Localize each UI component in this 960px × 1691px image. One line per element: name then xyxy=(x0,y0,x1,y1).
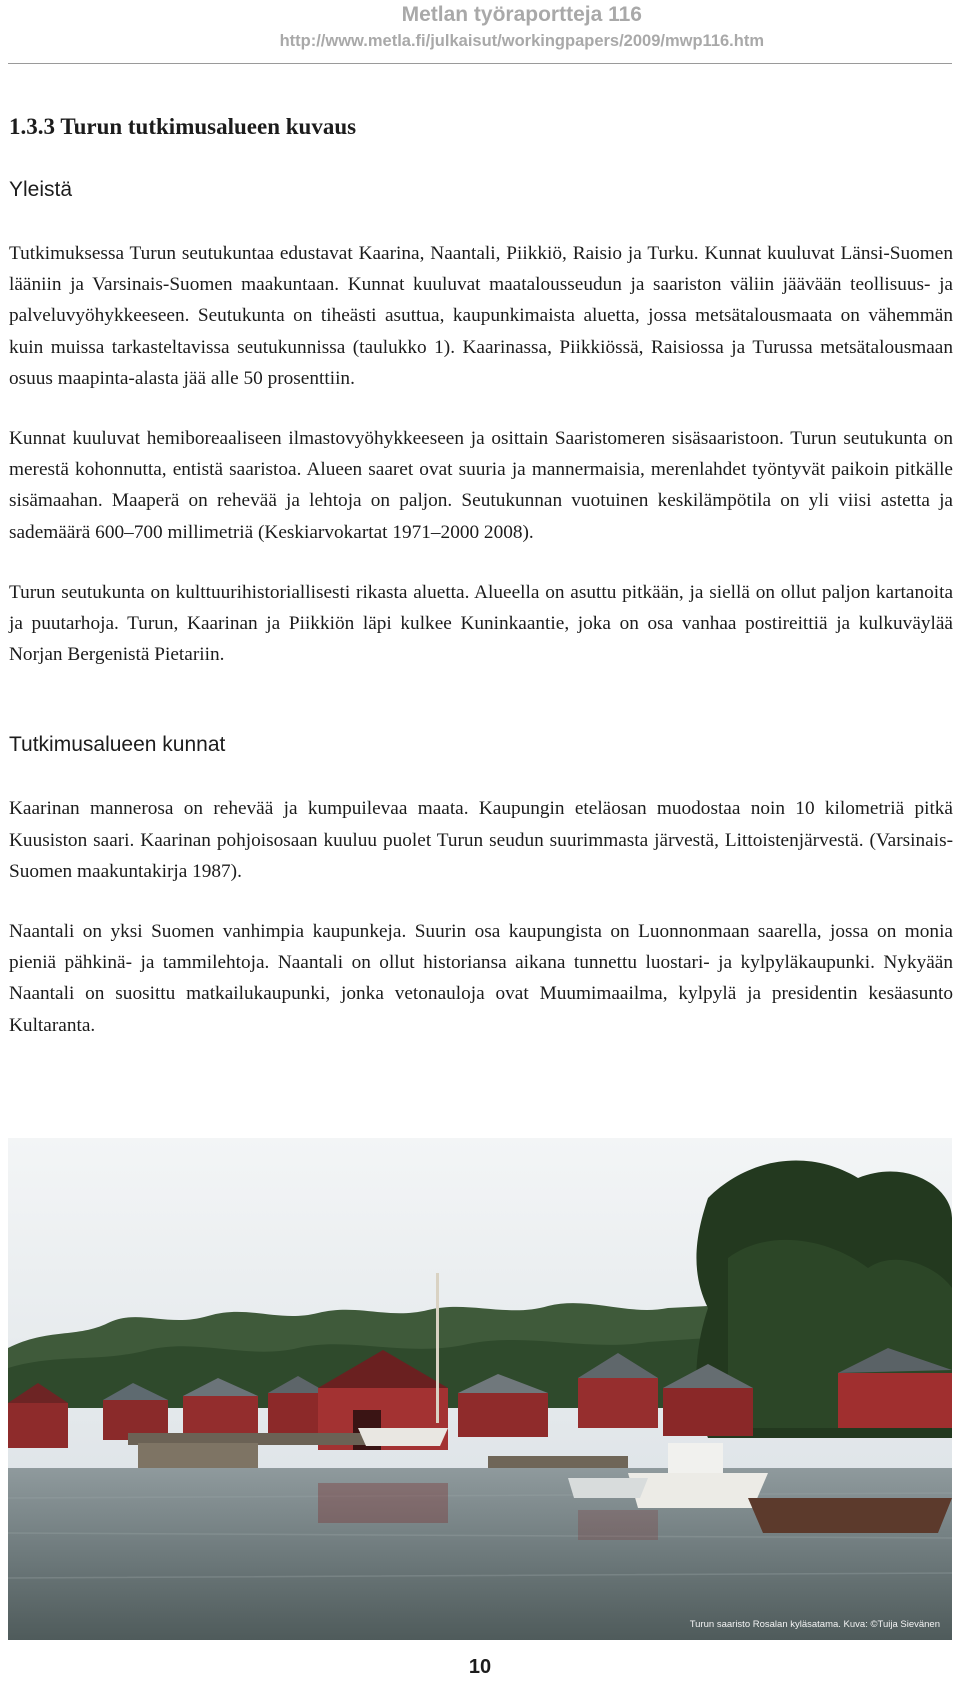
subheading-municipalities: Tutkimusalueen kunnat xyxy=(9,733,226,757)
page-header xyxy=(280,2,764,52)
paragraph: Kaarinan mannerosa on rehevää ja kumpuilevaa maata. Kaupungin eteläosan muodostaa noin 10 kilometriä pitkä Kuusiston saari. Kaarinan pohjoisosaan kuuluu puolet Turun seudun suurimmasta järvestä, Littoistenjärvestä. (Varsinais-Suomen maakuntakirja 1987). xyxy=(9,798,953,882)
paragraph: Naantali on yksi Suomen vanhimpia kaupunkeja. Suurin osa kaupungista on Luonnonmaan saarella, jossa on monia pieniä pähkinä- ja tammilehtoja. Naantali on ollut historiansa aikana tunnettu luostari- ja kylpyläkaupunki. Nykyään Naantali on suosittu matkailukaupunki, jonka vetonauloja ovat Muumimaailma, kylpylä ja presidentin kesäasunto Kultaranta. xyxy=(9,921,953,1036)
harbor-photo xyxy=(8,1138,952,1640)
subheading-general: Yleistä xyxy=(9,178,73,201)
series-title: Metlan työraportteja 116 xyxy=(401,3,642,26)
paragraph: Turun seutukunta on kulttuurihistoriallisesti rikasta aluetta. Alueella on asuttu pitkään, ja siellä on ollut paljon kartanoita ja puutarhoja. Turun, Kaarinan ja Piikkiön läpi kulkee Kuninkaantie, joka on osa vanhaa postireittiä ja kulkuväylää Norjan Bergenistä Pietariin. xyxy=(9,581,953,666)
series-url[interactable]: http://www.metla.fi/julkaisut/workingpapers/2009/mwp116.htm xyxy=(279,32,764,50)
photo-caption: Turun saaristo Rosalan kyläsatama. Kuva: ©Tuija Sievänen xyxy=(689,1619,940,1630)
paragraph: Tutkimuksessa Turun seutukuntaa edustavat Kaarina, Naantali, Piikkiö, Raisio ja Turku. Kunnat kuuluvat Länsi-Suomen lääniin ja Varsinais-Suomen maakuntaan. Kunnat kuuluvat maatalousseudun ja saariston väliin jäävään teollisuus- ja palveluvyöhykkeeseen. Seutukunta on tiheästi asuttua, kaupunkimaista aluetta, jossa metsätalousmaata on vähemmän kuin muissa tarkasteltavissa seutukunnissa (taulukko 1). Kaarinassa, Piikkiössä, Raisiossa ja Turussa metsätalousmaan osuus maapinta-alasta jää alle 50 prosenttiin. xyxy=(9,243,953,389)
header-rule xyxy=(8,63,952,64)
page-number: 10 xyxy=(468,1656,492,1678)
document-body xyxy=(9,112,953,1041)
harbor-photo-illustration xyxy=(8,1138,952,1640)
paragraph: Kunnat kuuluvat hemiboreaaliseen ilmastovyöhykkeeseen ja osittain Saaristomeren sisäsaaristoon. Turun seutukunta on merestä kohonnutta, entistä saaristoa. Alueen saaret ovat suuria ja mannermaisia, merenlahdet työntyvät paikoin pitkälle sisämaahan. Maaperä on rehevää ja lehtoja on paljon. Seutukunnan vuotuinen keskilämpötila on yli viisi astetta ja sademäärä 600–700 millimetriä (Keskiarvokartat 1971–2000 2008). xyxy=(9,428,953,543)
section-title: 1.3.3 Turun tutkimusalueen kuvaus xyxy=(9,114,357,139)
